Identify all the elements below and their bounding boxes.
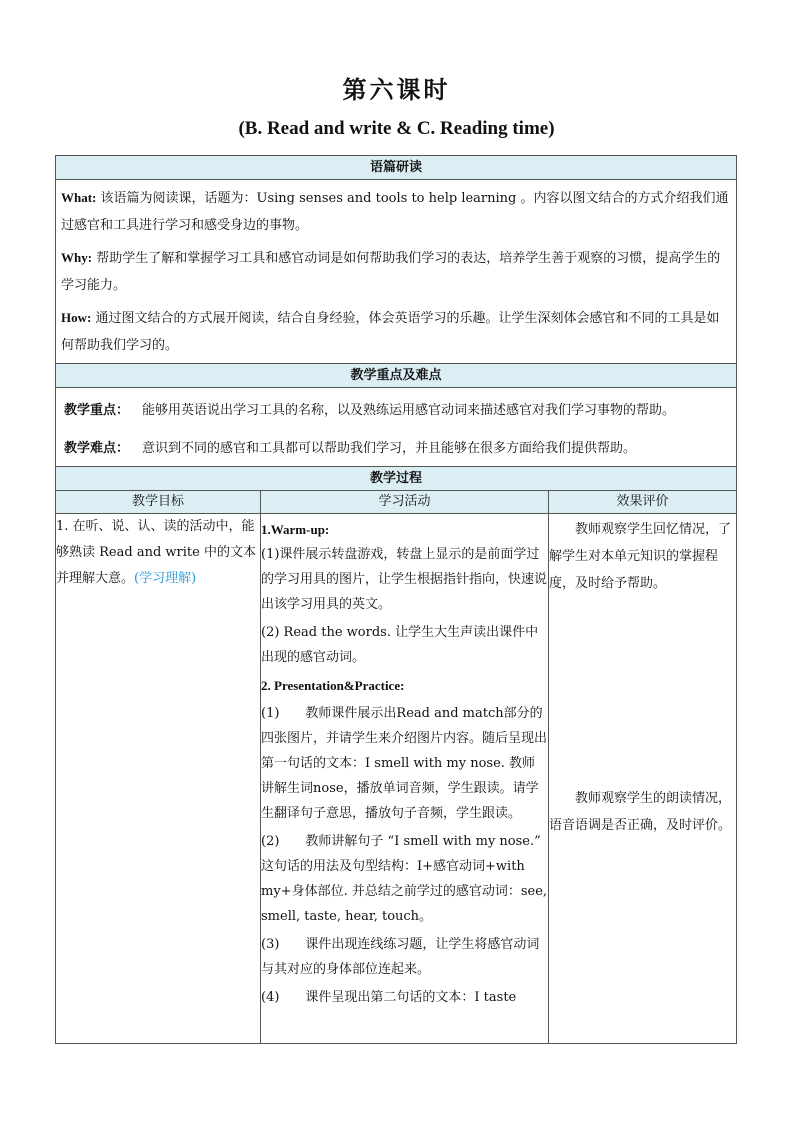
- evaluation-1: 教师观察学生回忆情况，了解学生对本单元知识的掌握程度，及时给予帮助。: [549, 522, 732, 591]
- page-title: 第六课时: [342, 75, 451, 104]
- presentation-title: 2. Presentation&Practice:: [261, 678, 405, 693]
- what-text: 该语篇为阅读课，话题为：Using senses and tools to help learning 。内容以图文结合的方式介绍我们通过感官和工具进行学习和感受身边的事物。: [61, 191, 729, 233]
- warmup-title: 1.Warm-up:: [261, 522, 330, 537]
- goal-text: 1. 在听、说、认、读的活动中，能够熟读 Read and write 中的文本并理解大意。: [56, 519, 256, 586]
- goal-paragraph: [56, 514, 260, 592]
- evaluation-2: 教师观察学生的朗读情况，语音语调是否正确，及时评价。: [549, 791, 732, 833]
- practice-step-2: (2) 教师讲解句子 “I smell with my nose.” 这句话的用法及句型结构：I+感官动词+with my+身体部位. 并总结之前学过的感官动词：see, smell, taste, hear, touch。: [261, 834, 548, 924]
- page-subtitle: (B. Read and write & C. Reading time): [238, 118, 555, 139]
- what-paragraph: [56, 184, 736, 239]
- goal-tag: (学习理解): [134, 571, 197, 586]
- focus-row: [56, 397, 736, 424]
- practice-step-4: (4) 课件呈现出第二句话的文本：I taste: [261, 990, 517, 1005]
- how-paragraph: [56, 304, 736, 359]
- warmup-step-2: (2) Read the words. 让学生大生声读出课件中出现的感官动词。: [261, 625, 539, 665]
- column-header-activity: 学习活动: [261, 491, 549, 514]
- text-study-row: [56, 180, 737, 364]
- text-study-heading: 语篇研读: [56, 156, 737, 180]
- focus-text: 能够用英语说出学习工具的名称，以及熟练运用感官动词来描述感官对我们学习事物的帮助。: [142, 403, 676, 418]
- key-points-heading: 教学重点及难点: [56, 364, 737, 388]
- difficulty-label: 教学难点：: [64, 441, 130, 456]
- practice-step-1: (1) 教师课件展示出Read and match部分的四张图片，并请学生来介绍图片内容。随后呈现出第一句话的文本：I smell with my nose. 教师讲解生词nose，播放单词音频，学生跟读。请学生翻译句子意思，播放句子音频，学生跟读。: [261, 706, 548, 821]
- process-heading: 教学过程: [56, 467, 737, 491]
- text-study-cell: [56, 180, 737, 364]
- activity-cell: [261, 514, 549, 1044]
- text-study-header-row: [56, 156, 737, 180]
- warmup-step-1: (1)课件展示转盘游戏，转盘上显示的是前面学过的学习用具的图片，让学生根据指针指向，快速说出该学习用具的英文。: [261, 547, 548, 612]
- process-header-row: [56, 467, 737, 491]
- why-text: 帮助学生了解和掌握学习工具和感官动词是如何帮助我们学习的表达，培养学生善于观察的习惯，提高学生的学习能力。: [61, 251, 721, 293]
- key-points-header-row: [56, 364, 737, 388]
- focus-label: 教学重点：: [64, 403, 130, 418]
- practice-step-3: (3) 课件出现连线练习题，让学生将感官动词与其对应的身体部位连起来。: [261, 937, 540, 977]
- column-header-goal: 教学目标: [56, 491, 261, 514]
- process-content-row: [56, 514, 737, 1044]
- key-points-row: [56, 388, 737, 467]
- how-label: How:: [61, 310, 92, 325]
- lesson-plan-table: [55, 155, 737, 1044]
- difficulty-row: [56, 435, 736, 462]
- evaluation-cell: [549, 514, 737, 1044]
- difficulty-text: 意识到不同的感官和工具都可以帮助我们学习，并且能够在很多方面给我们提供帮助。: [142, 441, 637, 456]
- column-header-evaluation: 效果评价: [549, 491, 737, 514]
- how-text: 通过图文结合的方式展开阅读，结合自身经验，体会英语学习的乐趣。让学生深刻体会感官和不同的工具是如何帮助我们学习的。: [61, 311, 720, 353]
- goal-cell: [56, 514, 261, 1044]
- key-points-cell: [56, 388, 737, 467]
- process-columns-row: [56, 491, 737, 514]
- what-label: What:: [61, 190, 97, 205]
- why-label: Why:: [61, 250, 93, 265]
- why-paragraph: [56, 244, 736, 299]
